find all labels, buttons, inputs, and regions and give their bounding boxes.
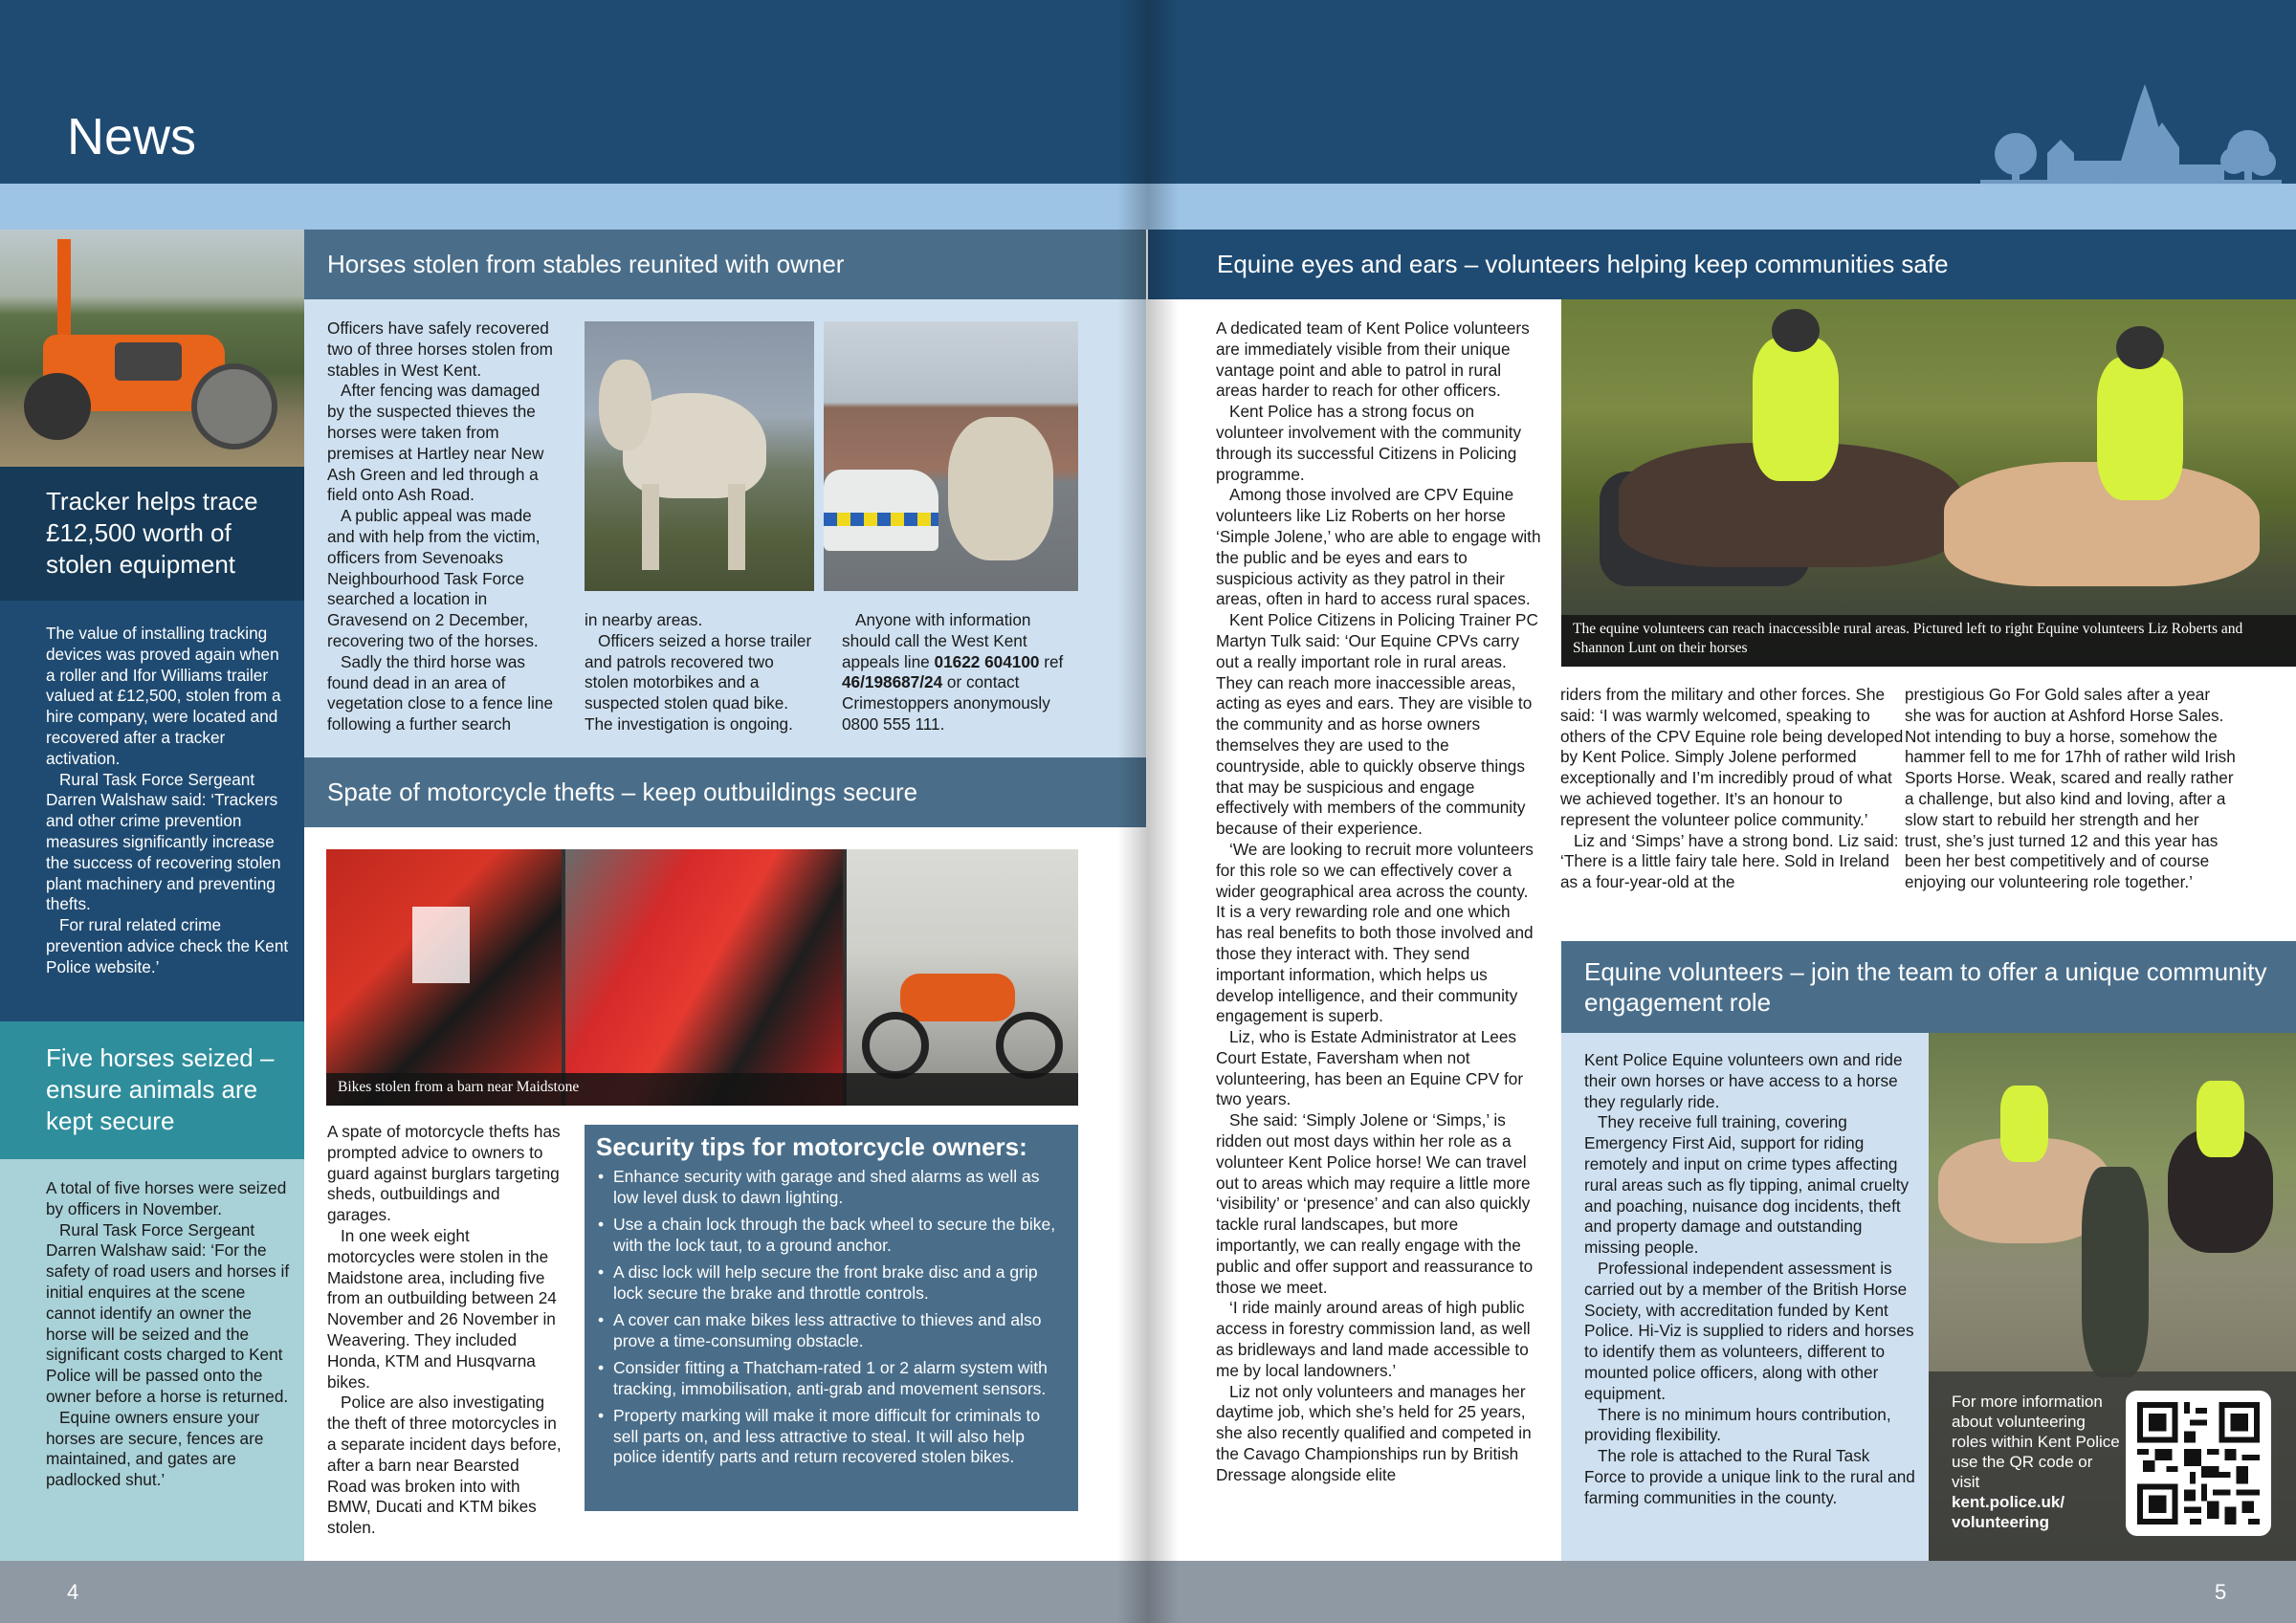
equine-para: Kent Police has a strong focus on volunteer involvement with the community through its successful Citizens in Policing programme. [1216, 402, 1522, 484]
horses-seized-para: A total of five horses were seized by officers in November. [46, 1178, 287, 1218]
bikes-caption: Bikes stolen from a barn near Maidstone [326, 1073, 1078, 1106]
security-tips-box [585, 1125, 1078, 1511]
volunteering-link[interactable]: kent.police.uk/ volunteering [1952, 1493, 2065, 1531]
horses-seized-headline: Five horses seized – ensure animals are kept secure [46, 1043, 275, 1135]
equine-article-col1 [1216, 318, 1541, 1486]
ref-label: ref [1044, 651, 1064, 671]
grey-horse-photo [585, 321, 814, 591]
join-para: The role is attached to the Rural Task Force to provide a unique link to the rural and farming communities in the county. [1584, 1446, 1915, 1507]
tracker-para: For rural related crime prevention advice check the Kent Police website.’ [46, 915, 289, 976]
horses-article-col1 [327, 318, 561, 735]
horses-para: Officers have safely recovered two of three horses stolen from stables in West Kent. [327, 318, 553, 380]
equine-para: Liz and ‘Simps’ have a strong bond. Liz said: ‘There is a little fairy tale here. Sold in Ireland as a four-year-old at the [1560, 830, 1899, 892]
page-number-right: 5 [2215, 1580, 2227, 1604]
tracker-para: Rural Task Force Sergeant Darren Walshaw said: ‘Trackers and other crime prevention measures significantly increase the success of recovering stolen plant machinery and preventing thefts. [46, 769, 281, 914]
horses-article-title: Horses stolen from stables reunited with owner [304, 230, 1146, 299]
tip-item: • Consider fitting a Thatcham-rated 1 or 2 alarm system with tracking, immobilisation, anti-grab and movement sensors. [596, 1358, 1067, 1399]
tracker-para: The value of installing tracking devices was proved again when a roller and Ifor Williams trailer valued at £12,500, stolen from a hire company, were located and recovered after a tracker activation. [46, 624, 281, 768]
village-skyline-icon [1980, 84, 2282, 184]
section-title: News [67, 108, 197, 165]
crimestoppers-text: or contact Crimestoppers anonymously 0800 555 111. [842, 672, 1050, 734]
equine-para: ‘We are looking to recruit more volunteers for this role so we can effectively cover a wider geographical area across the county. It is a very rewarding role and one which has real benefits to both those involved and those they interact with. They send important information, which helps us develop intelligence, and their community engagement is superb. [1216, 839, 1534, 1026]
security-tips-title: Security tips for motorcycle owners: [596, 1132, 1027, 1161]
tracker-headline-box [0, 467, 304, 601]
horses-seized-headline-box [0, 1021, 304, 1159]
tracker-headline: Tracker helps trace £12,500 worth of stolen equipment [46, 487, 258, 579]
equine-para: riders from the military and other forces. She said: ‘I was warmly welcomed, speaking to others of the CPV Equine role being developed by Kent Police. Simply Jolene performed exceptionally and I’m incredibly proud of what we achieved together. It’s an honour to represent the volunteer police community.’ [1560, 685, 1904, 829]
stolen-bikes-photo [326, 849, 1078, 1106]
tip-item: • Use a chain lock through the back wheel to secure the bike, with the lock taut, to a ground anchor. [596, 1215, 1067, 1256]
horses-para: Sadly the third horse was found dead in an area of vegetation close to a fence line following a further search [327, 651, 554, 735]
join-box-title: Equine volunteers – join the team to offer a unique community engagement role [1561, 941, 2296, 1033]
join-para: There is no minimum hours contribution, providing flexibility. [1584, 1404, 1891, 1445]
equine-article-col2 [1560, 685, 1905, 893]
equine-riders-photo [1561, 299, 2296, 667]
moto-para: A spate of motorcycle thefts has prompted advice to owners to guard against burglars targeting sheds, outbuildings and garages. [327, 1122, 561, 1225]
tip-item: • A disc lock will help secure the front brake disc and a grip lock secure the brake and throttle controls. [596, 1262, 1067, 1304]
moto-article-title: Spate of motorcycle thefts – keep outbuildings secure [304, 757, 1146, 827]
police-car-horse-photo [824, 321, 1078, 591]
equine-para: prestigious Go For Gold sales after a year she was for auction at Ashford Horse Sales. Not intending to buy a horse, somehow the hammer fell to me for 17hh of rather wild Irish Sports Horse. Weak, scared and really rather a challenge, but also kind and loving, after a slow start to rebuild her strength and her trust, she’s just turned 12 and this year has been her best competitively and of course enjoying our volunteering role together.’ [1905, 685, 2236, 892]
appeal-ref: 46/198687/24 [842, 672, 943, 692]
equine-para: Liz, who is Estate Administrator at Lees Court Estate, Faversham when not volunteering, has been an Equine CPV for two years. [1216, 1027, 1524, 1109]
horses-para: After fencing was damaged by the suspected thieves the horses were taken from premises at Hartley near New Ash Green and led through a field onto Ash Road. [327, 381, 544, 505]
horses-seized-para: Rural Task Force Sergeant Darren Walshaw said: ‘For the safety of road users and horses if initial enquires at the scene cannot identify an owner the horse will be seized and the significant costs charged to Kent Police will be passed onto the owner before a horse is returned. [46, 1219, 290, 1406]
equine-article-title-bar [1148, 230, 2296, 299]
join-para: Professional independent assessment is carried out by a member of the British Horse Society, with accreditation funded by Kent Police. Hi-Viz is supplied to riders and horses to identify them as volunteers, different to mounted police officers, along with other equipment. [1584, 1258, 1914, 1403]
page-footer [0, 1561, 2296, 1623]
equine-para: ‘I ride mainly around areas of high public access in forestry commission land, as well as bridleways and land made accessible to me by local landowners.’ [1216, 1298, 1531, 1380]
horses-para: Officers seized a horse trailer and patrols recovered two stolen motorbikes and a suspected stolen quad bike. The investigation is ongoing. [585, 630, 812, 734]
equine-para: A dedicated team of Kent Police volunteers are immediately visible from their unique vantage point and able to patrol in rural areas harder to reach for other officers. [1216, 318, 1530, 401]
horses-seized-para: Equine owners ensure your horses are secure, fences are maintained, and gates are padlocked shut.’ [46, 1407, 264, 1490]
tip-item: • A cover can make bikes less attractive to thieves and also prove a time-consuming obstacle. [596, 1310, 1067, 1351]
appeal-text: Anyone with information should call the West Kent appeals line [842, 610, 1031, 671]
horses-article-col2 [585, 610, 814, 735]
qr-text: For more information about volunteering roles within Kent Police use the QR code or visit [1952, 1393, 2120, 1491]
roller-photo [0, 230, 304, 467]
page-number-left: 4 [67, 1580, 79, 1604]
qr-code-icon [2137, 1402, 2260, 1524]
moto-para: In one week eight motorcycles were stolen in the Maidstone area, including five from an outbuilding between 24 November and 26 November in Weavering. They included Honda, KTM and Husqvarna bikes. [327, 1225, 557, 1392]
horses-seized-article [0, 1159, 304, 1561]
moto-article-text [327, 1122, 562, 1539]
horses-article-col3 [842, 610, 1081, 735]
tracker-article [0, 601, 304, 1021]
appeal-phone: 01622 604100 [934, 651, 1040, 671]
horses-para: in nearby areas. [585, 610, 703, 629]
join-para: Kent Police Equine volunteers own and ride their own horses or have access to a horse they regularly ride. [1584, 1050, 1903, 1111]
header-band [0, 184, 2296, 230]
qr-info-text [1952, 1392, 2124, 1532]
tip-item: • Enhance security with garage and shed alarms as well as low level dusk to dawn lighting. [596, 1167, 1067, 1208]
equine-para: She said: ‘Simply Jolene or ‘Simps,’ is ridden out most days within her role as a volunteer Kent Police horse! We can travel out to areas which may require a little more ‘visibility’ or ‘presence’ and can also quickly tackle rural landscapes, but more importantly, we can really engage with the public and offer support and reassurance to those we meet. [1216, 1110, 1534, 1297]
equine-article-col3 [1905, 685, 2240, 893]
equine-article-title: Equine eyes and ears – volunteers helping keep communities safe [1217, 250, 1949, 278]
equine-para: Kent Police Citizens in Policing Trainer PC Martyn Tulk said: ‘Our Equine CPVs carry out a really important role in rural areas. They can reach more inaccessible areas, acting as eyes and ears. They are visible to the community and as horse owners themselves they are used to the countryside, able to quickly observe things that may be suspicious and engage effectively with members of the community because of their experience. [1216, 610, 1538, 839]
join-para: They receive full training, covering Emergency First Aid, support for riding remotely and input on crime types affecting rural areas such as fly tipping, animal cruelty and poaching, nuisance dog incidents, theft and property damage and outstanding missing people. [1584, 1112, 1910, 1258]
equine-caption: The equine volunteers can reach inaccessible rural areas. Pictured left to right Equine volunteers Liz Roberts and Shannon Lunt on their horses [1561, 615, 2296, 667]
tip-item: • Property marking will make it more difficult for criminals to sell parts on, and less attractive to steal. It will also help police identify parts and return recovered stolen bikes. [596, 1406, 1067, 1468]
moto-para: Police are also investigating the theft of three motorcycles in a separate incident days before, after a barn near Bearsted Road was broken into with BMW, Ducati and KTM bikes stolen. [327, 1393, 562, 1538]
equine-para: Among those involved are CPV Equine volunteers like Liz Roberts on her horse ‘Simple Jolene,’ who are able to engage with the public and be eyes and ears to suspicious activity as they patrol in their areas, often in hard to access rural spaces. [1216, 485, 1541, 609]
join-box-text [1561, 1033, 1929, 1561]
equine-para: Liz not only volunteers and manages her daytime job, which she’s held for 25 years, she also recently qualified and competed in the Cavago Championships run by British Dressage alongside elite [1216, 1381, 1532, 1484]
qr-code[interactable] [2126, 1391, 2271, 1536]
horses-para: A public appeal was made and with help from the victim, officers from Sevenoaks Neighbourhood Task Force searched a location in Gravesend on 2 December, recovering two of the horses. [327, 506, 541, 650]
page-header [0, 0, 2296, 184]
security-tips-list [596, 1167, 1067, 1468]
